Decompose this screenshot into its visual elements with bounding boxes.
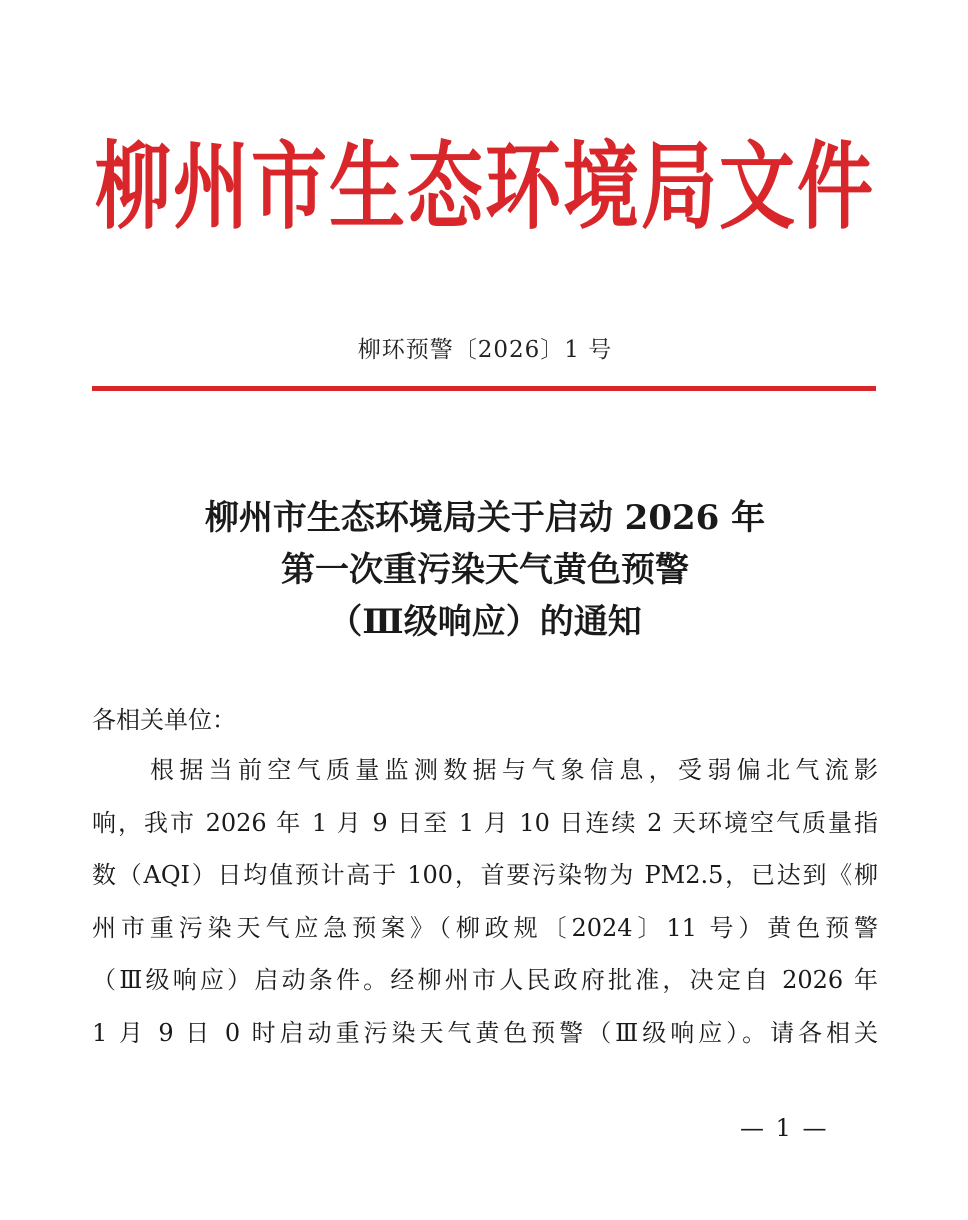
body-paragraph [92,744,878,1059]
body-line: 响，我市 2026 年 1 月 9 日至 1 月 10 日连续 2 天环境空气质量指 [92,808,878,837]
notice-title [92,492,878,648]
body-line: 1 月 9 日 0 时启动重污染天气黄色预警（Ⅲ级响应）。请各相关 [92,1018,878,1047]
notice-title-line: 第一次重污染天气黄色预警 [281,550,689,590]
salutation: 各相关单位： [92,706,236,734]
page-number: — 1 — [740,1114,829,1142]
body-line: 根据当前空气质量监测数据与气象信息，受弱偏北气流影 [150,756,878,784]
notice-title-line: 柳州市生态环境局关于启动 2026 年 [204,498,766,538]
notice-title-line: （Ⅲ级响应）的通知 [328,602,642,642]
body-line: 州市重污染天气应急预案》（柳政规〔2024〕11 号）黄色预警 [92,913,878,942]
masthead-title: 柳州市生态环境局文件 [95,130,875,242]
body-line: 数（AQI）日均值预计高于 100，首要污染物为 PM2.5，已达到《柳 [92,861,878,889]
body-line: （Ⅲ级响应）启动条件。经柳州市人民政府批准，决定自 2026 年 [92,966,878,994]
document-number: 柳环预警〔2026〕1 号 [357,337,613,363]
red-divider-rule [92,386,876,391]
